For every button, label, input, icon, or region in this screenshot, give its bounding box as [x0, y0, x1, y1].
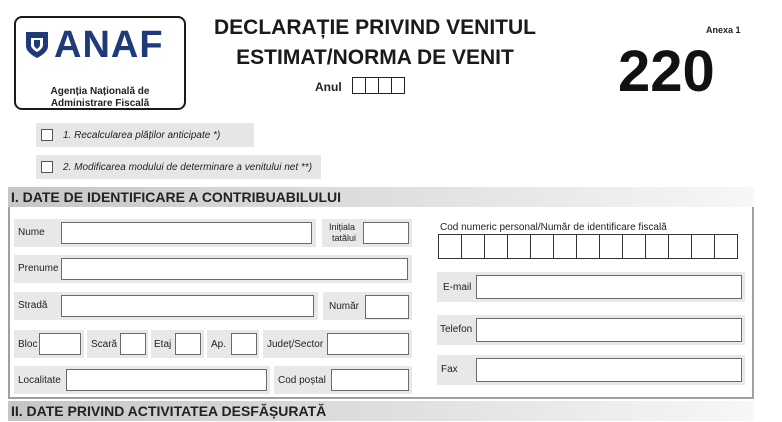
cnp-label: Cod numeric personal/Număr de identificare fiscală [440, 222, 667, 233]
judet-input[interactable] [327, 333, 409, 355]
telefon-input[interactable] [476, 318, 742, 342]
year-label: Anul [315, 80, 342, 94]
option-label: 1. Recalcularea plăților anticipate *) [63, 129, 221, 141]
year-digit-box[interactable] [391, 77, 405, 94]
fax-label: Fax [441, 364, 458, 375]
prenume-input[interactable] [61, 258, 408, 280]
bloc-input[interactable] [39, 333, 81, 355]
ap-label: Ap. [211, 339, 227, 350]
field-ap [207, 330, 259, 358]
field-strada [14, 292, 318, 320]
localitate-label: Localitate [18, 375, 61, 386]
field-nume [14, 219, 316, 247]
cnp-digit-box[interactable] [553, 234, 577, 259]
logo-wordmark: ANAF [54, 24, 164, 66]
initiala-label-line1: Inițiala [329, 222, 356, 232]
cnp-digit-box[interactable] [691, 234, 715, 259]
logo-subtitle-line2: Administrare Fiscală [50, 98, 150, 109]
field-localitate [14, 366, 270, 394]
numar-input[interactable] [365, 295, 409, 319]
cnp-digit-box[interactable] [484, 234, 508, 259]
initiala-label-line2: tatălui [332, 233, 357, 243]
cod-postal-label: Cod poștal [278, 375, 326, 386]
field-judet [263, 330, 412, 358]
nume-input[interactable] [61, 222, 312, 244]
year-digit-box[interactable] [378, 77, 392, 94]
field-prenume [14, 255, 412, 283]
form-title-line2: ESTIMAT/NORMA DE VENIT [236, 46, 514, 69]
option-recalculare[interactable] [36, 123, 254, 147]
cnp-digit-box[interactable] [461, 234, 485, 259]
field-telefon [437, 315, 745, 345]
anaf-logo [14, 16, 186, 110]
cod-postal-input[interactable] [331, 369, 409, 391]
cnp-digit-box[interactable] [645, 234, 669, 259]
field-etaj [151, 330, 204, 358]
field-cod-postal [274, 366, 412, 394]
cnp-digit-box[interactable] [576, 234, 600, 259]
cnp-input[interactable] [438, 234, 737, 259]
checkbox[interactable] [41, 129, 53, 141]
etaj-label: Etaj [154, 339, 172, 350]
numar-label: Număr [329, 301, 360, 312]
section-header-activity: II. DATE PRIVIND ACTIVITATEA DESFĂȘURATĂ [8, 401, 754, 421]
cnp-digit-box[interactable] [668, 234, 692, 259]
form-number: 220 [618, 39, 715, 104]
fax-input[interactable] [476, 358, 742, 382]
judet-label: Județ/Sector [267, 339, 324, 350]
strada-label: Stradă [18, 300, 48, 311]
section-header-identification: I. DATE DE IDENTIFICARE A CONTRIBUABILULUI [8, 187, 754, 207]
field-initiala [322, 219, 412, 247]
strada-input[interactable] [61, 295, 314, 317]
field-bloc [14, 330, 84, 358]
scara-input[interactable] [120, 333, 146, 355]
checkbox[interactable] [41, 161, 53, 173]
prenume-label: Prenume [18, 263, 59, 274]
year-input[interactable] [352, 77, 404, 94]
cnp-digit-box[interactable] [714, 234, 738, 259]
email-input[interactable] [476, 275, 742, 299]
ap-input[interactable] [231, 333, 257, 355]
telefon-label: Telefon [440, 324, 473, 335]
option-label: 2. Modificarea modului de determinare a venitului net **) [63, 161, 313, 173]
cnp-digit-box[interactable] [438, 234, 462, 259]
shield-icon [24, 30, 50, 60]
email-label: E-mail [443, 282, 472, 293]
nume-label: Nume [18, 227, 45, 238]
year-digit-box[interactable] [352, 77, 366, 94]
scara-label: Scară [91, 339, 118, 350]
option-modificare[interactable] [36, 155, 321, 179]
etaj-input[interactable] [175, 333, 201, 355]
field-email [437, 272, 745, 302]
field-scara [87, 330, 148, 358]
localitate-input[interactable] [66, 369, 267, 391]
initiala-input[interactable] [363, 222, 409, 244]
bloc-label: Bloc [18, 339, 38, 350]
cnp-digit-box[interactable] [622, 234, 646, 259]
cnp-digit-box[interactable] [530, 234, 554, 259]
field-fax [437, 355, 745, 385]
annex-label: Anexa 1 [706, 25, 741, 35]
logo-subtitle-line1: Agenția Națională de [50, 86, 150, 97]
form-title-line1: DECLARAȚIE PRIVIND VENITUL [213, 16, 536, 39]
year-digit-box[interactable] [365, 77, 379, 94]
cnp-digit-box[interactable] [507, 234, 531, 259]
cnp-digit-box[interactable] [599, 234, 623, 259]
field-numar [323, 292, 412, 320]
